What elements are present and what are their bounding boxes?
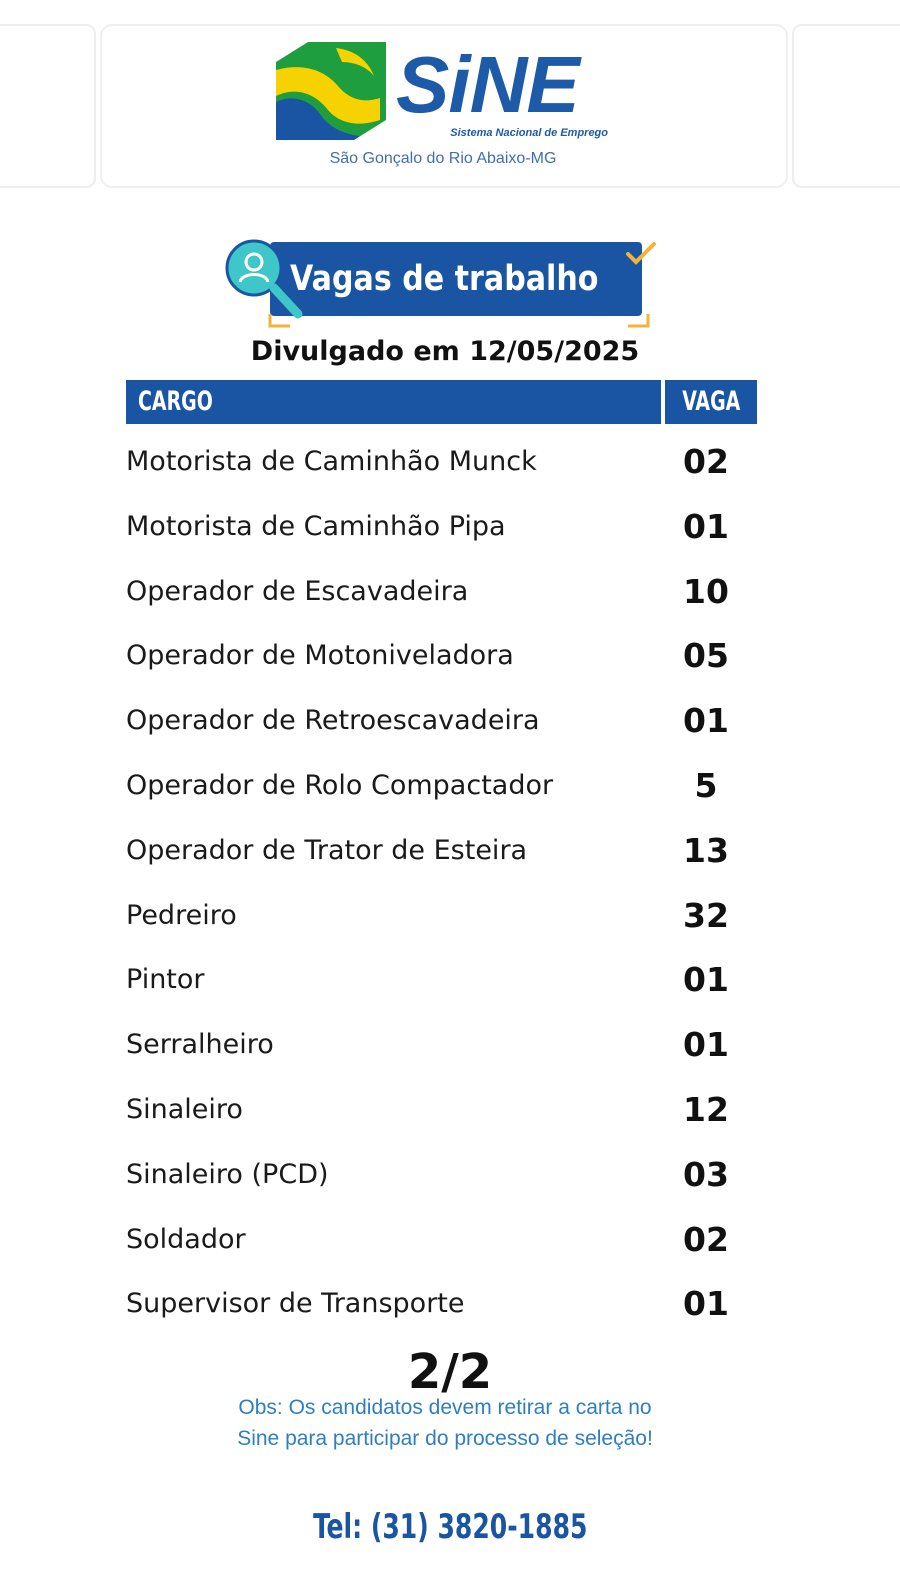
job-openings: 01 <box>683 960 729 1000</box>
table-row <box>126 754 766 819</box>
job-title: Operador de Rolo Compactador <box>126 769 554 801</box>
brazil-flag-logo-icon <box>276 38 386 142</box>
table-row <box>126 1013 766 1078</box>
job-title: Soldador <box>126 1223 246 1255</box>
job-openings: 5 <box>694 765 718 805</box>
job-openings: 01 <box>683 701 729 741</box>
job-title: Operador de Retroescavadeira <box>126 705 540 737</box>
job-title: Sinaleiro (PCD) <box>126 1158 329 1190</box>
job-title: Operador de Escavadeira <box>126 575 469 607</box>
next-card[interactable] <box>792 24 900 188</box>
table-row <box>126 560 766 625</box>
job-title: Pedreiro <box>126 899 237 931</box>
page-indicator: 2/2 <box>407 1344 493 1400</box>
table-row <box>126 624 766 689</box>
job-title: Pintor <box>126 964 205 996</box>
table-row <box>126 948 766 1013</box>
banner-title: Vagas de trabalho <box>290 259 599 299</box>
job-title: Supervisor de Transporte <box>126 1288 465 1320</box>
job-openings: 13 <box>683 830 729 870</box>
job-title: Motorista de Caminhão Munck <box>126 446 537 477</box>
job-openings: 02 <box>683 442 729 481</box>
table-row <box>126 1143 766 1208</box>
brand-city: São Gonçalo do Rio Abaixo-MG <box>329 150 557 167</box>
job-openings: 32 <box>683 895 729 935</box>
obs-line-2: Sine para participar do processo de seleção! <box>237 1427 653 1450</box>
job-openings: 01 <box>683 1025 729 1065</box>
job-openings: 02 <box>683 1219 729 1259</box>
table-row <box>126 1078 766 1143</box>
published-date: Divulgado em 12/05/2025 <box>250 336 640 367</box>
job-openings: 10 <box>683 571 729 611</box>
job-title: Operador de Motoniveladora <box>126 640 514 672</box>
table-row <box>126 1208 766 1273</box>
job-title: Operador de Trator de Esteira <box>126 834 528 866</box>
table-row <box>126 819 766 884</box>
table-row <box>126 689 766 754</box>
table-row <box>126 884 766 949</box>
column-header-vaga: VAGA <box>665 380 757 424</box>
table-row <box>126 430 766 495</box>
job-openings: 05 <box>683 636 729 676</box>
job-title: Serralheiro <box>126 1029 274 1061</box>
job-openings: 01 <box>683 506 729 546</box>
brand-subtitle: Sistema Nacional de Emprego <box>450 127 608 139</box>
job-title: Sinaleiro <box>126 1093 243 1125</box>
column-header-cargo: CARGO <box>126 380 661 424</box>
phone-number[interactable]: Tel: (31) 3820-1885 <box>312 1507 588 1547</box>
obs-note <box>150 1392 740 1454</box>
table-row <box>126 495 766 560</box>
job-openings: 12 <box>683 1089 729 1129</box>
job-table <box>126 430 766 1337</box>
job-title: Motorista de Caminhão Pipa <box>126 510 506 542</box>
check-icon <box>624 240 660 270</box>
brand-name: SiNE <box>396 40 579 129</box>
job-openings: 01 <box>683 1284 729 1324</box>
banner-corner-decoration <box>268 312 652 332</box>
table-row <box>126 1272 766 1337</box>
prev-card[interactable] <box>0 24 96 188</box>
obs-line-1: Obs: Os candidatos devem retirar a carta no <box>238 1396 652 1419</box>
job-openings: 03 <box>683 1154 729 1194</box>
